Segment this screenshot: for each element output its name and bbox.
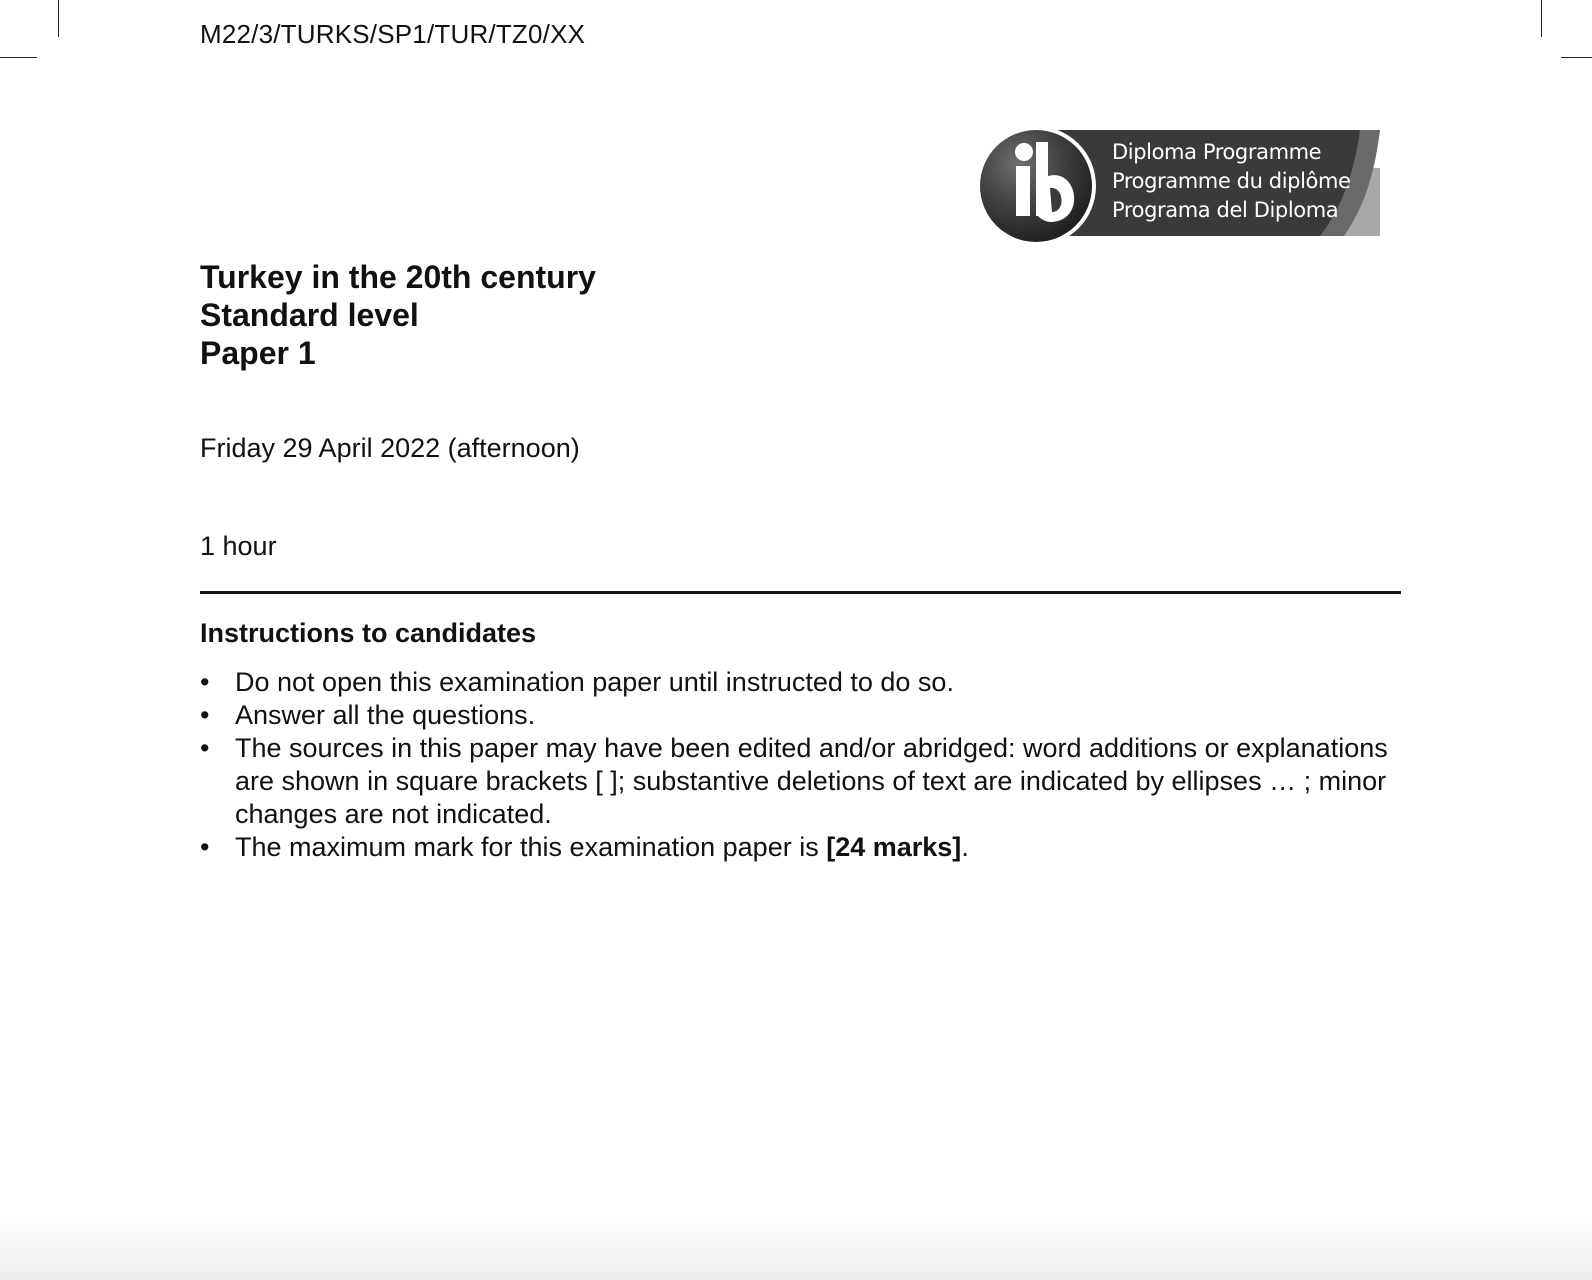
page-bottom-edge bbox=[0, 1215, 1592, 1280]
exam-duration: 1 hour bbox=[200, 531, 277, 561]
instruction-text: Do not open this examination paper until instructed to do so. bbox=[235, 667, 954, 697]
bullet: • bbox=[200, 700, 210, 730]
crop-mark-top-right-vertical bbox=[1541, 0, 1542, 37]
subject-title: Turkey in the 20th century bbox=[200, 259, 596, 295]
crop-mark-top-right-horizontal bbox=[1561, 57, 1592, 58]
bullet: • bbox=[200, 832, 210, 862]
instruction-text-suffix: . bbox=[961, 832, 969, 862]
logo-line-1: Diploma Programme bbox=[1112, 140, 1322, 164]
crop-mark-top-left-vertical bbox=[58, 0, 59, 37]
level-title: Standard level bbox=[200, 297, 419, 333]
instruction-text: The sources in this paper may have been edited and/or abridged: word additions or explanations are shown in square brackets [ ]; substantive deletions of text are indicated by ellipses … ; minor changes are not indicated. bbox=[235, 733, 1388, 829]
instructions-list bbox=[200, 666, 1390, 864]
instruction-text-prefix: The maximum mark for this examination paper is bbox=[235, 832, 827, 862]
instructions-heading: Instructions to candidates bbox=[200, 618, 537, 648]
crop-mark-top-left-horizontal bbox=[0, 57, 37, 58]
logo-line-2: Programme du diplôme bbox=[1112, 169, 1351, 193]
exam-title bbox=[200, 258, 596, 372]
bullet: • bbox=[200, 733, 210, 763]
paper-title: Paper 1 bbox=[200, 335, 316, 371]
instruction-text: Answer all the questions. bbox=[235, 700, 536, 730]
instruction-item bbox=[200, 831, 1390, 864]
logo-text bbox=[1112, 138, 1351, 225]
instruction-item bbox=[200, 666, 1390, 699]
logo-line-3: Programa del Diploma bbox=[1112, 198, 1339, 222]
bullet: • bbox=[200, 667, 210, 697]
exam-date: Friday 29 April 2022 (afternoon) bbox=[200, 433, 580, 463]
divider-line bbox=[200, 591, 1401, 594]
max-marks: [24 marks] bbox=[826, 832, 962, 862]
instruction-item bbox=[200, 732, 1390, 831]
paper-code: M22/3/TURKS/SP1/TUR/TZ0/XX bbox=[200, 19, 586, 49]
instruction-item bbox=[200, 699, 1390, 732]
